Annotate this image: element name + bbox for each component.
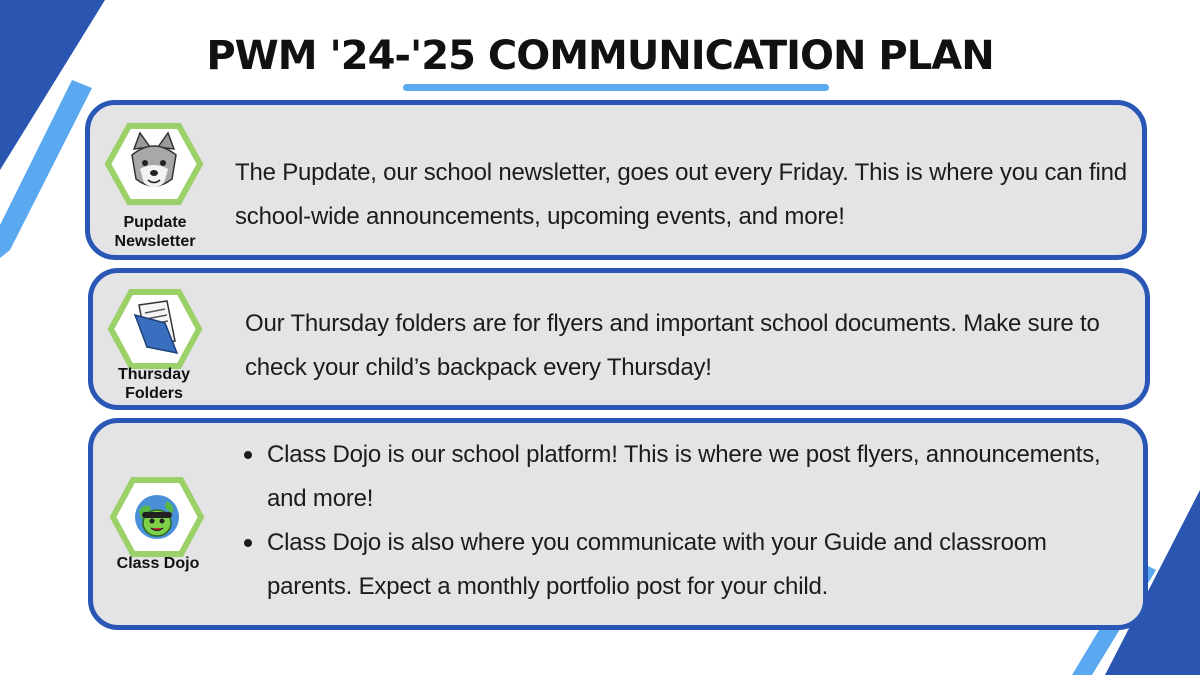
- icon-label-class-dojo: Class Dojo: [116, 555, 200, 572]
- title-underline: [403, 84, 829, 91]
- list-item: Class Dojo is our school platform! This is where we post flyers, announcements, and more!: [241, 433, 1121, 521]
- card-class-dojo: [88, 418, 1148, 630]
- pupdate-description: The Pupdate, our school newsletter, goes out every Friday. This is where you can find school-wide announcements, upcoming events, and more!: [235, 159, 1127, 230]
- icon-label-pupdate: Pupdate Newsletter: [114, 214, 196, 250]
- card-pupdate-newsletter: [85, 100, 1147, 260]
- folder-document-icon: [107, 289, 203, 369]
- thursday-description: Our Thursday folders are for flyers and important school documents. Make sure to check your child’s backpack every Thursday!: [245, 310, 1100, 381]
- class-dojo-monster-icon: [109, 477, 205, 557]
- class-dojo-bullet-list: [241, 433, 1121, 609]
- card-thursday-folders: [88, 268, 1150, 410]
- list-item: Class Dojo is also where you communicate with your Guide and classroom parents. Expect a monthly portfolio post for your child.: [241, 521, 1121, 609]
- icon-label-thursday: Thursday Folders: [117, 366, 190, 402]
- page-title: PWM '24-'25 COMMUNICATION PLAN: [206, 33, 994, 79]
- wolf-mascot-icon: [104, 123, 204, 205]
